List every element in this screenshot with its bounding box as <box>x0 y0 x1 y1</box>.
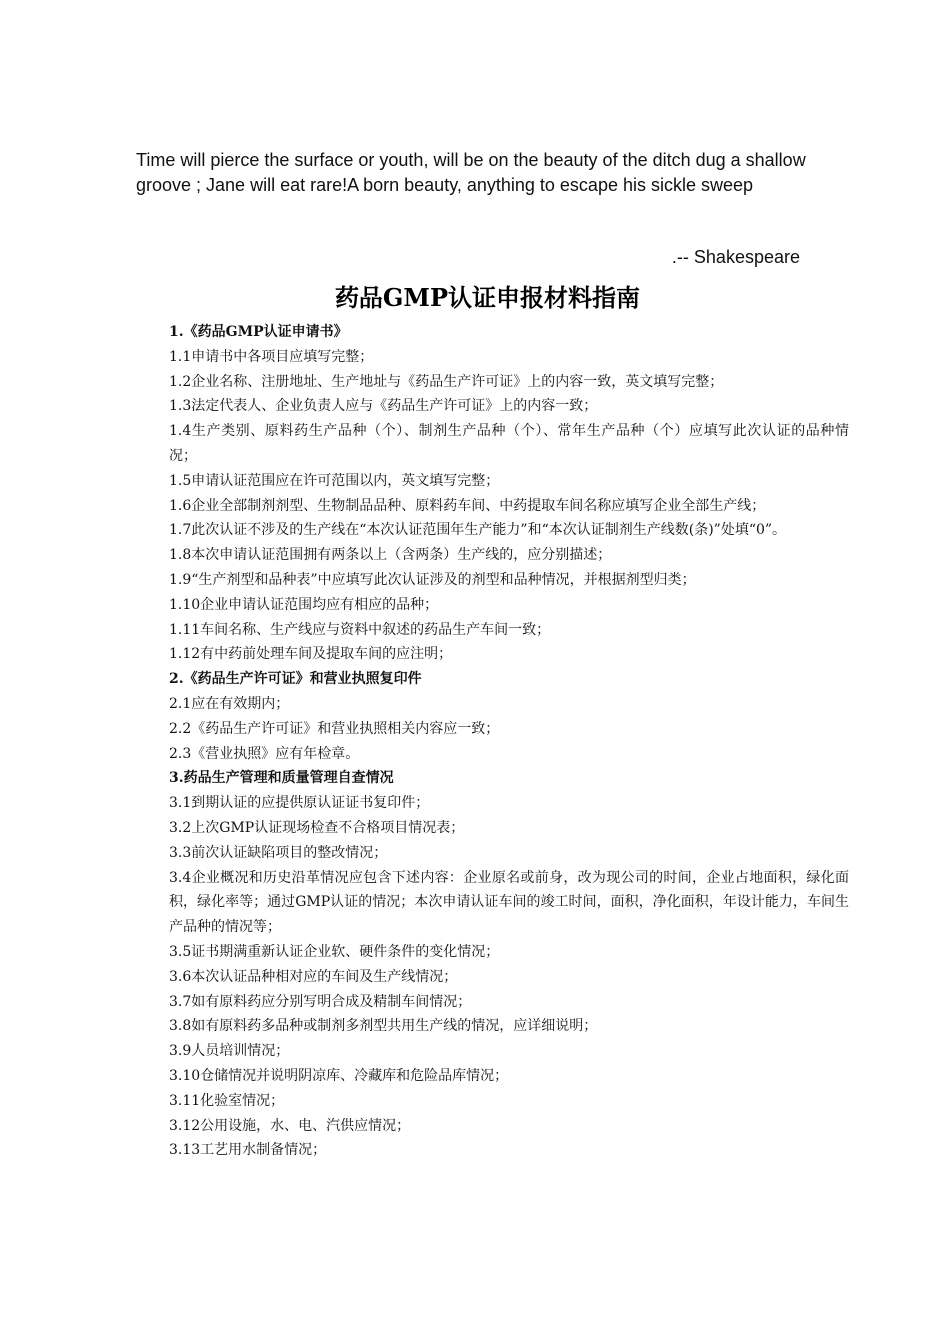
body-line: 3.9人员培训情况； <box>169 1043 290 1060</box>
body-line: 1.10企业申请认证范围均应有相应的品种； <box>169 596 439 613</box>
body-line: 3.8如有原料药多品种或制剂多剂型共用生产线的情况，应详细说明； <box>169 1018 598 1035</box>
body-line: 1.9“生产剂型和品种表”中应填写此次认证涉及的剂型和品种情况，并根据剂型归类； <box>169 571 696 588</box>
body-line: 3.13工艺用水制备情况； <box>169 1142 327 1159</box>
body-line: 1.11车间名称、生产线应与资料中叙述的药品生产车间一致； <box>169 621 551 638</box>
body-line: 3.3前次认证缺陷项目的整改情况； <box>169 844 388 861</box>
body-line: 3.2上次GMP认证现场检查不合格项目情况表； <box>169 819 465 836</box>
document-title: 药品GMP认证申报材料指南 <box>334 283 641 312</box>
section-heading: 3.药品生产管理和质量管理自查情况 <box>169 770 394 787</box>
body-line: 1.2企业名称、注册地址、生产地址与《药品生产许可证》上的内容一致，英文填写完整； <box>169 373 724 390</box>
section-heading: 1.《药品GMP认证申请书》 <box>169 324 348 340</box>
body-line: 1.3法定代表人、企业负责人应与《药品生产许可证》上的内容一致； <box>169 398 598 415</box>
body-line: 1.1申请书中各项目应填写完整； <box>169 348 374 365</box>
document-body <box>137 320 849 1163</box>
quote-text: Time will pierce the surface or youth, will be on the beauty of the ditch dug a shallow groove ; Jane will eat rare!A born beauty, anything to escape his sickle sweep <box>136 150 806 195</box>
body-line: 3.1到期认证的应提供原认证证书复印件； <box>169 795 430 812</box>
body-line: 1.6企业全部制剂剂型、生物制品品种、原料药车间、中药提取车间名称应填写企业全部生产线； <box>169 497 766 514</box>
body-line: 3.6本次认证品种相对应的车间及生产线情况； <box>169 968 458 985</box>
body-line: 2.3《营业执照》应有年检章。 <box>169 745 360 762</box>
body-line: 1.8本次申请认证范围拥有两条以上（含两条）生产线的，应分别描述； <box>169 547 612 564</box>
body-line: 3.5证书期满重新认证企业软、硬件条件的变化情况； <box>169 943 500 960</box>
body-line: 1.7此次认证不涉及的生产线在“本次认证范围年生产能力”和“本次认证制剂生产线数(条)”处填“0”。 <box>169 522 787 539</box>
body-line: 1.4生产类别、原料药生产品种（个）、制剂生产品种（个）、常年生产品种（个）应填写此次认证的品种情况； <box>169 423 849 464</box>
section-heading: 2.《药品生产许可证》和营业执照复印件 <box>169 671 422 688</box>
quote-author: .-- Shakespeare <box>671 247 800 267</box>
body-line: 3.7如有原料药应分别写明合成及精制车间情况； <box>169 993 472 1010</box>
body-line: 3.10仓储情况并说明阴凉库、冷藏库和危险品库情况； <box>169 1067 509 1084</box>
body-line: 1.12有中药前处理车间及提取车间的应注明； <box>169 646 453 663</box>
body-line: 3.11化验室情况； <box>169 1092 285 1109</box>
body-line: 2.1应在有效期内； <box>169 695 290 712</box>
body-line: 3.12公用设施，水、电、汽供应情况； <box>169 1117 411 1134</box>
body-line: 2.2《药品生产许可证》和营业执照相关内容应一致； <box>169 720 500 737</box>
body-line: 3.4企业概况和历史沿革情况应包含下述内容：企业原名或前身，改为现公司的时间，企业占地面积，绿化面积，绿化率等；通过GMP认证的情况；本次申请认证车间的竣工时间，面积，净化面积，年设计能力，车间生产品种的情况等； <box>169 869 849 936</box>
body-line: 1.5申请认证范围应在许可范围以内，英文填写完整； <box>169 472 500 489</box>
